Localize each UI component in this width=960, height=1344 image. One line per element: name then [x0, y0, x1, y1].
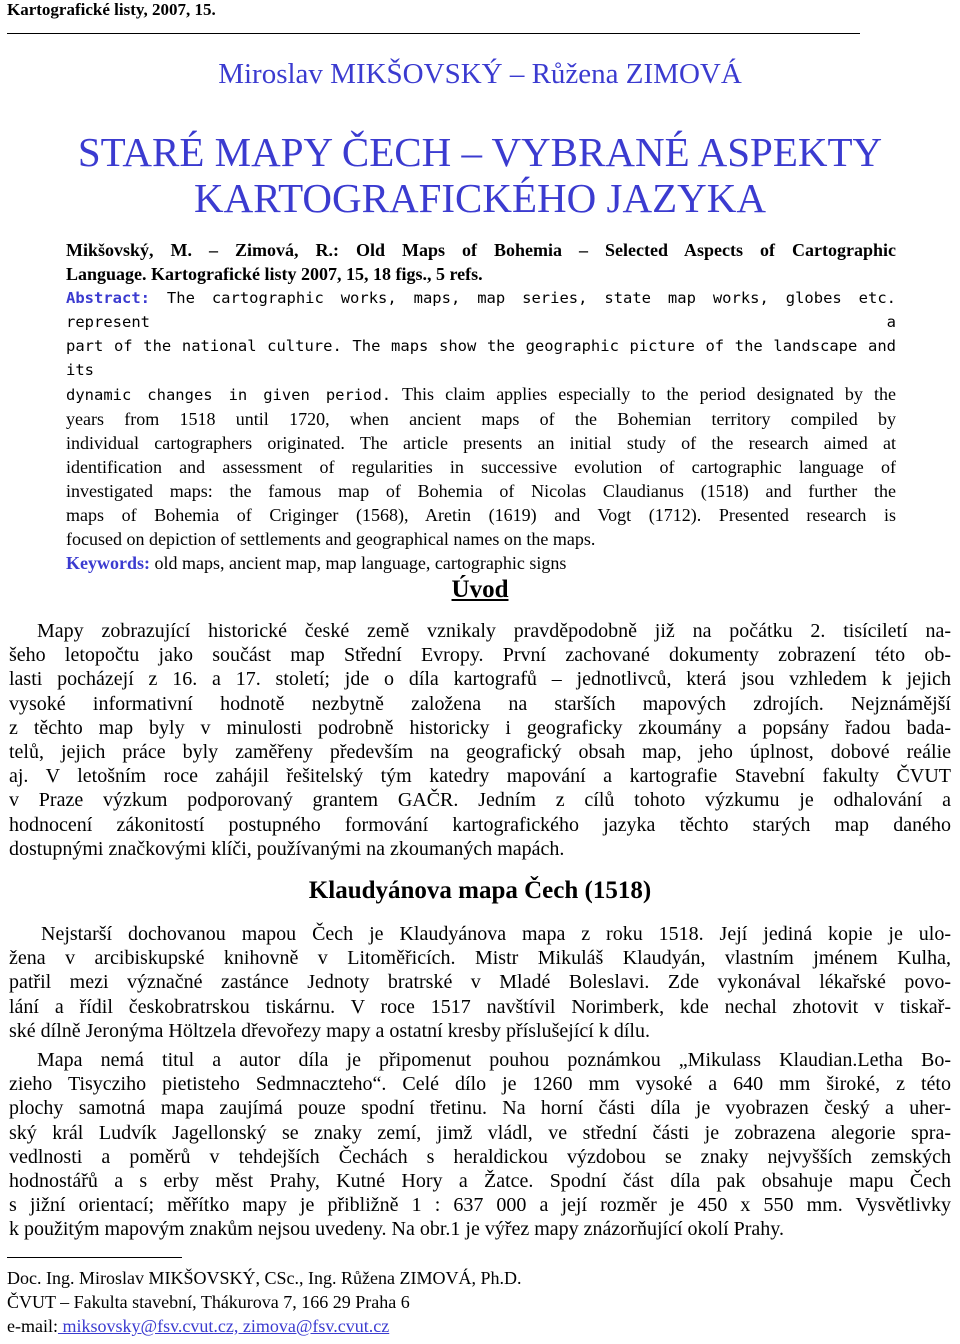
abstract-line: individual cartographers originated. The article presents an initial study of the research aimed at [66, 433, 896, 453]
header-rule [7, 33, 860, 34]
text-line: k použitým mapovým znakům nejsou uvedeny. Na obr.1 je výřez mapy znázorňující okolí Prahy. [9, 1218, 784, 1241]
abstract-label: Abstract: [66, 289, 150, 307]
text-line: v Praze výzkum podporovaný grantem GAČR. Jedním z cílů tohoto výzkumu je odhalování a [9, 789, 951, 812]
paper-title [0, 129, 960, 221]
abstract-line: maps of Bohemia of Criginger (1568), Aretin (1619) and Vogt (1712). Presented research is [66, 505, 896, 525]
text-line: vedlnosti a poměrů v tehdejších Čechách s heraldickou výzdobou se znaky nejvyšších zemských [9, 1145, 951, 1168]
abstract-block [66, 238, 896, 575]
text-line: telů, jejich práce byly zaměřeny především na geografický obsah map, jeho úplnost, dobové reálie [9, 741, 951, 764]
email-link[interactable]: miksovsky@fsv.cvut.cz, zimova@fsv.cvut.cz [57, 1316, 390, 1336]
text-line: Nejstarší dochovanou mapou Čech je Klaudyánova mapa z roku 1518. Její jediná kopie je ulo- [41, 923, 951, 945]
text-line: dostupnými značkovými klíči, používanými na zkoumaných mapách. [9, 837, 565, 860]
footnote-email-line [7, 1314, 521, 1338]
footnote-rule [7, 1257, 182, 1258]
keywords-line: Keywords: old maps, ancient map, map language, cartographic signs [66, 553, 567, 573]
text-line: hodnocení zákonitostí postupného formování kartografického jazyka těchto starých map daného [9, 813, 951, 836]
text-line: lasti pocházejí z 16. a 17. století; jde o díla kartografů – jednotlivců, která jsou vzhledem k jejich [9, 668, 951, 691]
footnote [7, 1266, 521, 1338]
abstract-line: years from 1518 until 1720, when ancient maps of the Bohemian territory compiled by [66, 409, 896, 429]
title-line-1: STARÉ MAPY ČECH – VYBRANÉ ASPEKTY [77, 129, 883, 175]
title-line-2: KARTOGRAFICKÉHO JAZYKA [194, 175, 766, 221]
citation-line: Mikšovský, M. – Zimová, R.: Old Maps of Bohemia – Selected Aspects of Cartographic [66, 240, 896, 260]
text-line: aj. V letošním roce zahájil řešitelský tým katedry mapování a kartografie Stavební fakulty ČVUT [9, 765, 951, 788]
email-label: e-mail: [7, 1316, 58, 1336]
text-line: žena v arcibiskupské knihovně v Litoměřicích. Mistr Mikuláš Klaudyán, vlastním jménem Kulha, [9, 947, 951, 970]
section-klaudyan-p1 [9, 922, 951, 1043]
footnote-address: ČVUT – Fakulta stavební, Thákurova 7, 166 29 Praha 6 [7, 1292, 410, 1312]
citation-line-2: Language. Kartografické listy 2007, 15, 18 figs., 5 refs. [66, 264, 483, 284]
text-line: hodnostářů a s erby měst Prahy, Kutné Hory a Žatce. Spodní část díla pak obsahuje mapu Čech [9, 1170, 951, 1193]
text-line: Mapy zobrazující historické české země vznikaly pravděpodobně již na počátku 2. tisíciletí na- [37, 620, 951, 642]
keywords-label: Keywords: [66, 553, 150, 573]
abstract-line: Abstract: The cartographic works, maps, map series, state map works, globes etc. represent a [66, 289, 896, 331]
abstract-line: part of the national culture. The maps show the geographic picture of the landscape and its [66, 337, 896, 379]
text-line: zieho Tisycziho pietisteho Sedmnaczteho“. Celé dílo je 1260 mm vysoké a 640 mm široké, z této [9, 1073, 951, 1096]
section-uvod-text [9, 619, 951, 861]
abstract-line: investigated maps: the famous map of Bohemia of Nicolas Claudianus (1518) and further the [66, 481, 896, 501]
text-line: vysoké informativní hodnotě nezbytně založena na starších mapových zdrojích. Nejznámější [9, 692, 951, 715]
text-line: ské dílně Jeronýma Höltzela dřevořezy mapy a ostatní kresby příslušející k dílu. [9, 1019, 650, 1042]
text-line: patřil mezi význačné zastánce Jednoty bratrské v Mladé Boleslavi. Zde vykonával lékařské povo- [9, 971, 951, 994]
abstract-line: dynamic changes in given period. This claim applies especially to the period designated by the [66, 384, 896, 404]
section-klaudyan-p2 [9, 1048, 951, 1242]
text-line: s jižní orientací; měřítko mapy je přibližně 1 : 637 000 a její rozměr je 450 x 550 mm. Vysvětlivky [9, 1194, 951, 1217]
text-line: lání a řídil českobratrskou tiskárnu. V roce 1517 navštívil Norimberk, kde nechal zhotovit v tiskař- [9, 995, 951, 1018]
text-line: ský král Ludvík Jagellonský se znaky zemí, jimž vládl, ve střední části je zobrazena alegorie spra- [9, 1121, 951, 1144]
section-heading-uvod: Úvod [451, 576, 509, 603]
footnote-authors: Doc. Ing. Miroslav MIKŠOVSKÝ, CSc., Ing. Růžena ZIMOVÁ, Ph.D. [7, 1268, 522, 1288]
text-line: Mapa nemá titul a autor díla je připomenut pouhou poznámkou „Mikulass Klaudian.Letha Bo- [37, 1049, 951, 1071]
text-line: plochy samotná mapa zaujímá pouze spodní třetinu. Na horní části díla je vyobrazen český a uher- [9, 1097, 951, 1120]
text-line: šeho letopočtu jako součást map Střední Evropy. První zachované dokumenty zobrazení této ob- [9, 644, 951, 667]
text-line: z těchto map byly v minulosti podrobně historicky i geograficky zkoumány a popsány řadou bada- [9, 716, 951, 739]
abstract-line: focused on depiction of settlements and geographical names on the maps. [66, 529, 596, 549]
abstract-line: identification and assessment of regularities in successive evolution of cartographic language of [66, 457, 896, 477]
section-heading-klaudyan: Klaudyánova mapa Čech (1518) [308, 877, 652, 904]
authors: Miroslav MIKŠOVSKÝ – Růžena ZIMOVÁ [218, 58, 742, 90]
journal-header: Kartografické listy, 2007, 15. [7, 0, 216, 19]
